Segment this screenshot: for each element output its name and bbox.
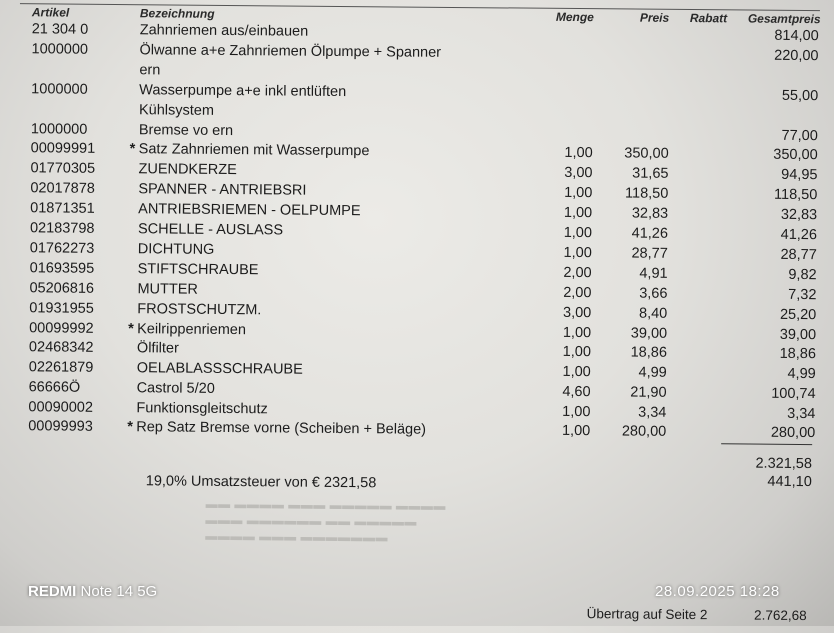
item-quantity: 1,00: [538, 203, 592, 223]
item-total: 28,77: [698, 244, 817, 265]
article-number: 02183798: [30, 218, 95, 239]
item-marker: *: [130, 139, 136, 159]
subtotal-value: 2.321,58: [696, 455, 812, 472]
article-number: 01871351: [30, 198, 95, 219]
item-total: 94,95: [698, 164, 817, 185]
article-number: 00099991: [31, 138, 96, 159]
item-price: 4,91: [598, 263, 668, 284]
item-total: 9,82: [698, 264, 817, 285]
article-number: 66666Ö: [29, 377, 81, 397]
item-total: 7,32: [697, 284, 816, 305]
item-price: 3,34: [596, 402, 666, 423]
item-quantity: 2,00: [537, 283, 591, 303]
carry-over-value: 2.762,68: [695, 607, 807, 623]
item-description: DICHTUNG: [138, 239, 215, 260]
item-price: 280,00: [596, 421, 666, 442]
article-number: 00090002: [28, 397, 93, 418]
item-quantity: 1,00: [537, 342, 591, 362]
article-number: 1000000: [31, 39, 88, 59]
item-price: 28,77: [598, 243, 668, 264]
tax-amount: 441,10: [696, 473, 812, 490]
article-number: 01770305: [30, 158, 95, 179]
item-total: 280,00: [696, 422, 815, 443]
item-description: Rep Satz Bremse vorne (Scheiben + Beläge): [136, 417, 426, 440]
item-marker: *: [127, 417, 133, 437]
item-quantity: 3,00: [537, 303, 591, 323]
item-description: SPANNER - ANTRIEBSRI: [138, 179, 306, 200]
item-description: Kühlsystem: [139, 100, 214, 121]
article-number: 21 304 0: [32, 19, 89, 39]
item-description: ern: [139, 60, 160, 80]
carry-over-label: Übertrag auf Seite 2: [587, 606, 708, 622]
item-price: 8,40: [597, 303, 667, 324]
item-total: 350,00: [699, 144, 818, 165]
article-number: 00099993: [28, 416, 93, 437]
item-total: 118,50: [698, 184, 817, 205]
header-rabatt: Rabatt: [690, 11, 727, 25]
header-menge: Menge: [556, 10, 594, 24]
tax-label: 19,0% Umsatzsteuer von € 2321,58: [146, 473, 377, 491]
item-description: ANTRIEBSRIEMEN - OELPUMPE: [138, 199, 361, 221]
item-description: Satz Zahnriemen mit Wasserpumpe: [139, 139, 370, 161]
header-bezeichnung: Bezeichnung: [140, 6, 215, 21]
item-description: Keilrippenriemen: [137, 319, 246, 340]
item-total: 220,00: [699, 45, 818, 66]
article-number: 02468342: [29, 337, 94, 358]
item-price: [600, 44, 670, 45]
item-description: Ölwanne a+e Zahnriemen Ölpumpe + Spanner: [139, 40, 441, 63]
article-number: 1000000: [31, 119, 88, 139]
article-number: 02261879: [29, 357, 94, 378]
item-price: 118,50: [598, 183, 668, 204]
item-total: 55,00: [699, 85, 818, 106]
item-description: MUTTER: [137, 279, 198, 300]
item-total: 39,00: [697, 324, 816, 345]
item-price: [599, 64, 669, 65]
article-number: 02017878: [30, 178, 95, 199]
item-description: STIFTSCHRAUBE: [138, 259, 259, 280]
item-total: 100,74: [697, 383, 816, 404]
item-price: 18,86: [597, 342, 667, 363]
item-quantity: 3,00: [538, 163, 592, 183]
item-price: [599, 104, 669, 105]
article-number: 1000000: [31, 79, 88, 99]
item-quantity: 1,00: [538, 243, 592, 263]
item-quantity: 1,00: [539, 143, 593, 163]
item-total: 32,83: [698, 204, 817, 225]
article-number: 01931955: [29, 298, 94, 319]
item-total: [699, 65, 818, 66]
item-quantity: 1,00: [538, 223, 592, 243]
item-description: Wasserpumpe a+e inkl entlüften: [139, 80, 346, 102]
sum-rule: [721, 443, 812, 445]
article-number: 01693595: [30, 258, 95, 279]
article-number: 05206816: [29, 278, 94, 299]
article-number: 01762273: [30, 238, 95, 259]
item-total: 25,20: [697, 304, 816, 325]
item-quantity: 1,00: [537, 323, 591, 343]
watermark-brand: REDMI: [28, 583, 76, 600]
item-description: Castrol 5/20: [137, 378, 215, 399]
item-total: 4,99: [697, 363, 816, 384]
item-price: 32,83: [598, 203, 668, 224]
item-price: 41,26: [598, 223, 668, 244]
item-description: Funktionsgleitschutz: [136, 398, 268, 419]
item-price: [599, 124, 669, 125]
item-description: Zahnriemen aus/einbauen: [140, 20, 309, 41]
item-price: [599, 84, 669, 85]
header-artikel: Artikel: [32, 5, 69, 19]
item-price: 350,00: [599, 143, 669, 164]
item-description: Bremse vo ern: [139, 120, 233, 141]
header-preis: Preis: [640, 11, 669, 25]
item-description: Ölfilter: [137, 338, 179, 358]
watermark-datetime: 28.09.2025 18:28: [655, 583, 780, 600]
header-gesamtpreis: Gesamtpreis: [748, 12, 821, 27]
item-total: 18,86: [697, 343, 816, 364]
item-price: 39,00: [597, 323, 667, 344]
item-quantity: 1,00: [537, 362, 591, 382]
item-total: [699, 105, 818, 106]
item-total: 3,34: [696, 403, 815, 424]
item-marker: *: [128, 319, 134, 339]
item-quantity: 4,60: [537, 382, 591, 402]
item-price: 21,90: [597, 382, 667, 403]
camera-watermark: [28, 583, 157, 600]
item-total: 814,00: [700, 25, 819, 46]
item-quantity: 2,00: [538, 263, 592, 283]
item-description: SCHELLE - AUSLASS: [138, 219, 283, 240]
article-number: 00099992: [29, 318, 94, 339]
item-description: ZUENDKERZE: [138, 159, 236, 180]
item-description: OELABLASSSCHRAUBE: [137, 358, 303, 379]
item-quantity: 1,00: [538, 183, 592, 203]
bleed-through-texture: ▬▬ ▬▬▬▬ ▬▬▬ ▬▬▬▬▬ ▬▬▬▬ ▬▬▬ ▬▬▬▬▬▬ ▬▬ ▬▬▬▬▬ ▬▬▬▬ ▬▬▬ ▬▬▬▬▬▬▬: [205, 496, 505, 547]
item-quantity: 1,00: [536, 402, 590, 422]
item-price: 4,99: [597, 362, 667, 383]
item-price: 31,65: [598, 163, 668, 184]
item-description: FROSTSCHUTZM.: [137, 299, 261, 320]
item-price: 3,66: [597, 283, 667, 304]
item-quantity: 1,00: [536, 421, 590, 441]
watermark-model: Note 14 5G: [81, 583, 158, 600]
item-total: 77,00: [699, 125, 818, 146]
item-total: 41,26: [698, 224, 817, 245]
item-price: [600, 24, 670, 25]
